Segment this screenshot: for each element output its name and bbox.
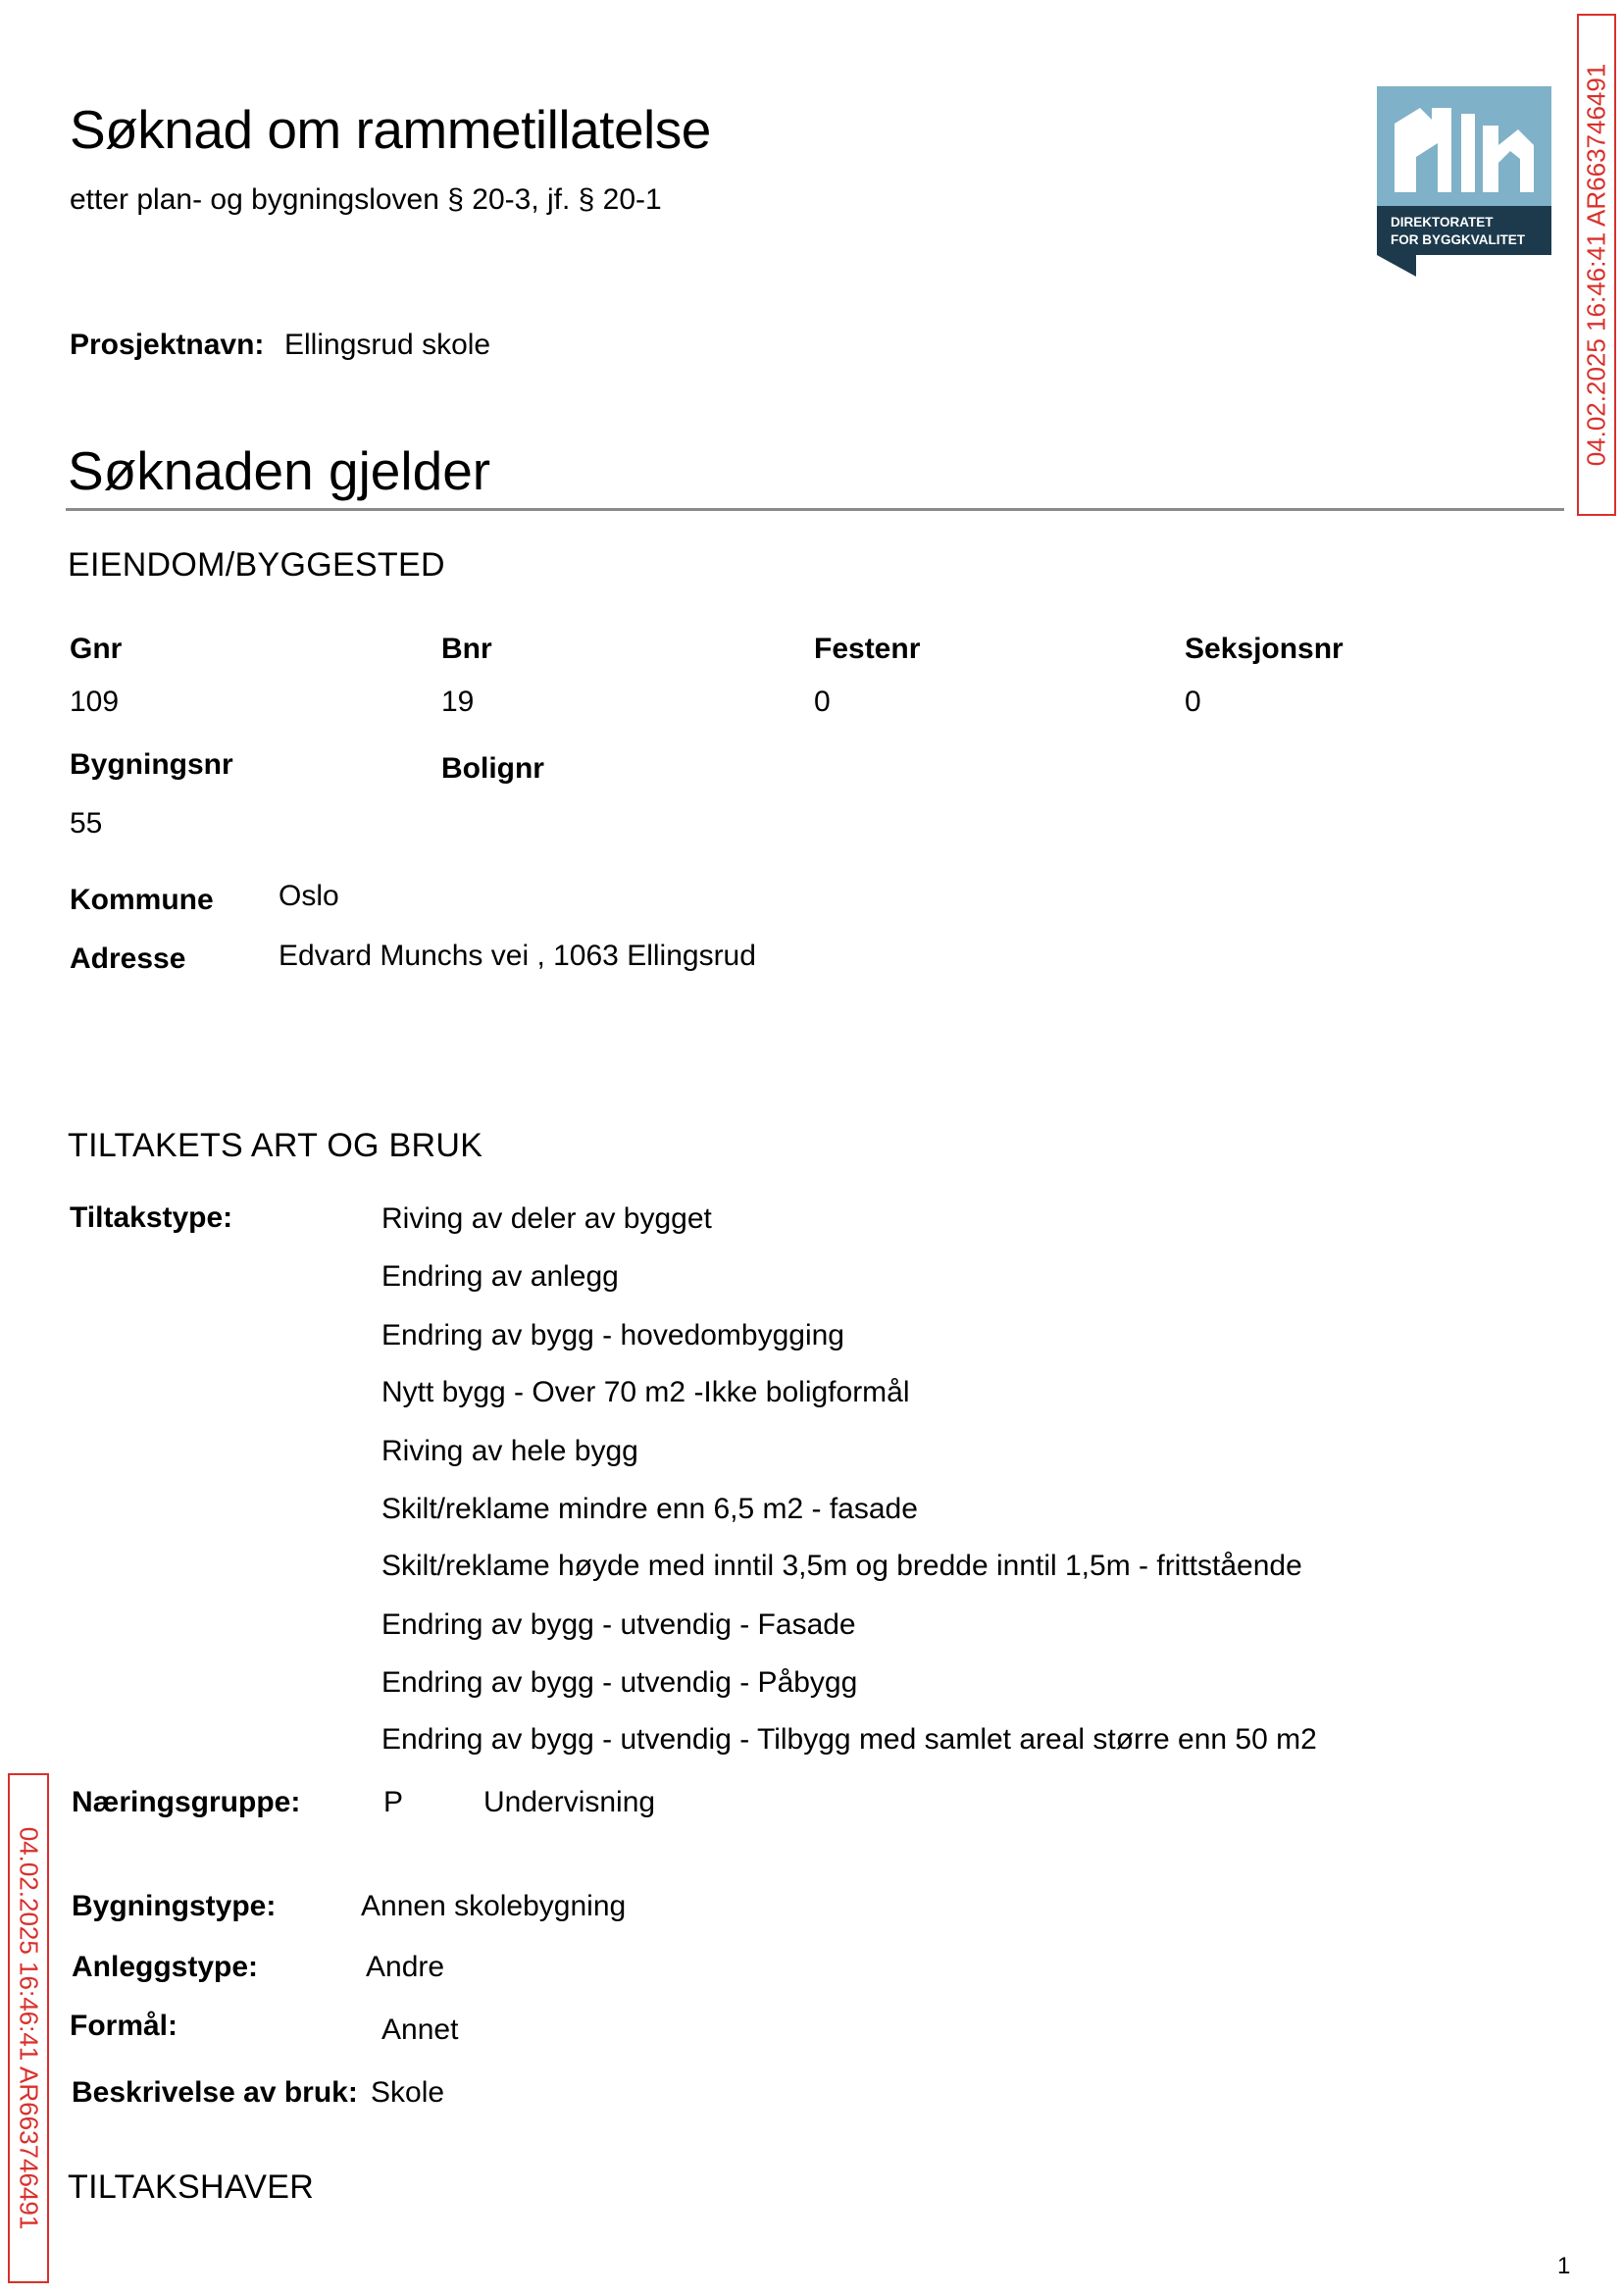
festenr-value: 0 xyxy=(814,686,831,718)
bygningsnr-label: Bygningsnr xyxy=(70,748,233,781)
tiltakstype-item: Riving av hele bygg xyxy=(381,1435,638,1467)
tiltakstype-item: Endring av anlegg xyxy=(381,1260,619,1293)
kommune-value: Oslo xyxy=(279,880,339,912)
bygningstype-value: Annen skolebygning xyxy=(361,1890,627,1922)
anleggstype-value: Andre xyxy=(366,1951,445,1983)
measure-heading: TILTAKETS ART OG BRUK xyxy=(68,1127,483,1164)
dibk-logo xyxy=(1377,86,1551,277)
tiltakstype-item: Endring av bygg - utvendig - Tilbygg med samlet areal større enn 50 m2 xyxy=(381,1723,1317,1756)
tiltakstype-item: Nytt bygg - Over 70 m2 -Ikke boligformål xyxy=(381,1376,910,1408)
date-stamp-right-text: 04.02.2025 16:46:41 AR663746491 xyxy=(1581,63,1611,467)
adresse-value: Edvard Munchs vei , 1063 Ellingsrud xyxy=(279,940,756,972)
festenr-label: Festenr xyxy=(814,633,921,665)
gnr-value: 109 xyxy=(70,686,120,718)
date-stamp-left xyxy=(8,1773,49,2283)
beskrivelse-value: Skole xyxy=(371,2076,445,2109)
formaal-value: Annet xyxy=(381,2014,459,2046)
bnr-label: Bnr xyxy=(441,633,492,665)
date-stamp-right xyxy=(1577,14,1616,516)
logo-text-line2: FOR BYGGKVALITET xyxy=(1391,232,1525,247)
tiltakstype-item: Endring av bygg - utvendig - Påbygg xyxy=(381,1666,858,1699)
tiltakstype-item: Endring av bygg - utvendig - Fasade xyxy=(381,1608,856,1641)
date-stamp-left-text: 04.02.2025 16:46:41 AR663746491 xyxy=(14,1826,44,2230)
beskrivelse-label: Beskrivelse av bruk: xyxy=(72,2076,358,2109)
tiltakstype-item: Skilt/reklame høyde med inntil 3,5m og bredde inntil 1,5m - frittstående xyxy=(381,1550,1302,1582)
bygningstype-label: Bygningstype: xyxy=(72,1890,277,1922)
bnr-value: 19 xyxy=(441,686,475,718)
tiltakstype-item: Skilt/reklame mindre enn 6,5 m2 - fasade xyxy=(381,1493,918,1525)
project-name-label: Prosjektnavn: xyxy=(70,329,265,361)
adresse-label: Adresse xyxy=(70,943,186,975)
property-heading: EIENDOM/BYGGESTED xyxy=(68,546,445,584)
seksjonsnr-label: Seksjonsnr xyxy=(1185,633,1344,665)
bygningsnr-value: 55 xyxy=(70,807,103,840)
section-divider xyxy=(66,508,1564,511)
document-title: Søknad om rammetillatelse xyxy=(70,99,711,160)
gnr-label: Gnr xyxy=(70,633,123,665)
applicant-heading: TILTAKSHAVER xyxy=(68,2168,315,2206)
anleggstype-label: Anleggstype: xyxy=(72,1951,259,1983)
section-title: Søknaden gjelder xyxy=(68,440,491,501)
formaal-label: Formål: xyxy=(70,2010,178,2042)
seksjonsnr-value: 0 xyxy=(1185,686,1201,718)
naeringsgruppe-label: Næringsgruppe: xyxy=(72,1786,301,1818)
tiltakstype-item: Riving av deler av bygget xyxy=(381,1202,712,1235)
naeringsgruppe-code: P xyxy=(383,1786,404,1818)
logo-text-line1: DIREKTORATET xyxy=(1391,215,1494,229)
kommune-label: Kommune xyxy=(70,884,214,916)
document-subtitle: etter plan- og bygningsloven § 20-3, jf. § 20-1 xyxy=(70,183,662,216)
tiltakstype-label: Tiltakstype: xyxy=(70,1201,233,1234)
naeringsgruppe-name: Undervisning xyxy=(483,1786,656,1818)
project-name-value: Ellingsrud skole xyxy=(284,329,491,361)
tiltakstype-item: Endring av bygg - hovedombygging xyxy=(381,1319,844,1351)
page-number: 1 xyxy=(1557,2253,1571,2279)
bolignr-label: Bolignr xyxy=(441,752,544,785)
